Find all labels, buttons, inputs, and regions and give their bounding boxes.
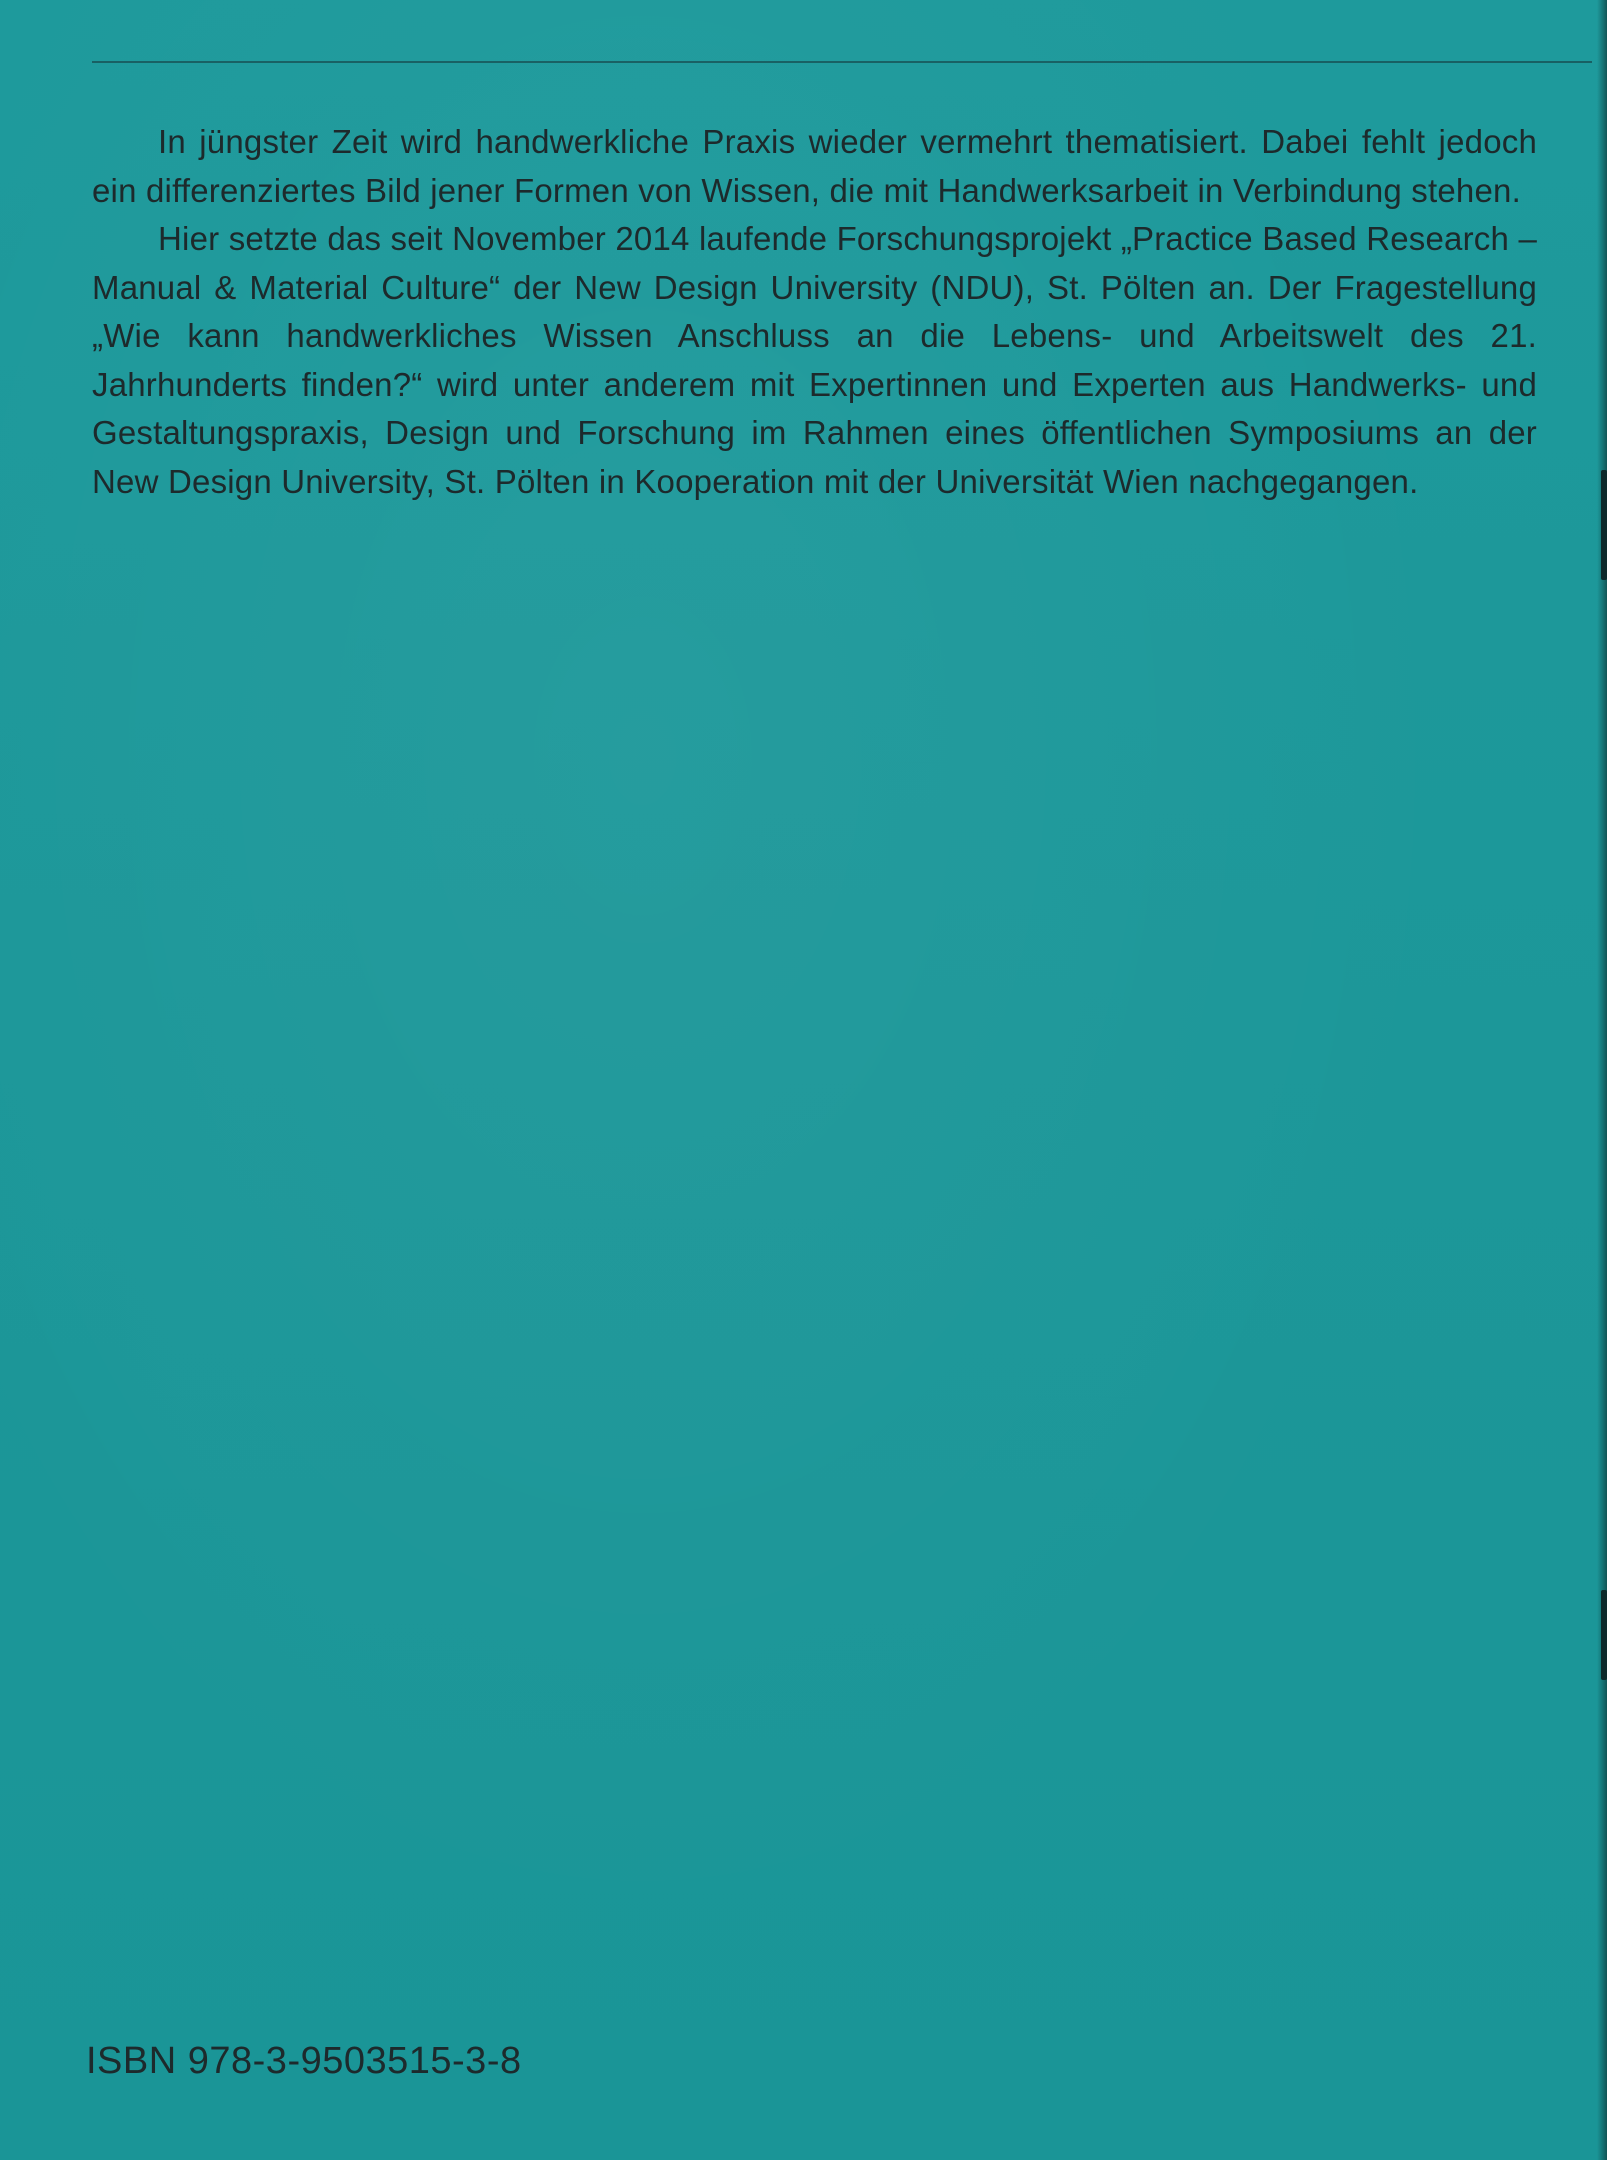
isbn-number: ISBN 978-3-9503515-3-8 <box>86 2040 522 2082</box>
binding-mark <box>1601 470 1607 580</box>
blurb-paragraph-2: Hier setzte das seit November 2014 laufende Forschungsprojekt „Practice Based Research – Manual & Material Culture“ der New Design University (NDU), St. Pölten an. Der Fragestellung „Wie kann handwerkliches Wissen Anschluss an die Lebens- und Arbeitswelt des 21. Jahrhunderts finden?“ wird unter anderem mit Expertinnen und Experten aus Handwerks- und Gestaltungspraxis, Design und Forschung im Rahmen eines öffentlichen Symposiums an der New Design University, St. Pölten in Kooperation mit der Universität Wien nachgegangen. <box>92 220 1537 500</box>
cover-blurb <box>92 118 1537 506</box>
top-rule <box>92 61 1592 63</box>
blurb-paragraph-1: In jüngster Zeit wird handwerkliche Praxis wieder vermehrt thematisiert. Dabei fehlt jedoch ein differenziertes Bild jener Formen von Wissen, die mit Handwerksarbeit in Verbindung stehen. <box>92 123 1537 209</box>
page-edge-shadow <box>1597 0 1607 2160</box>
binding-mark <box>1601 1590 1607 1680</box>
